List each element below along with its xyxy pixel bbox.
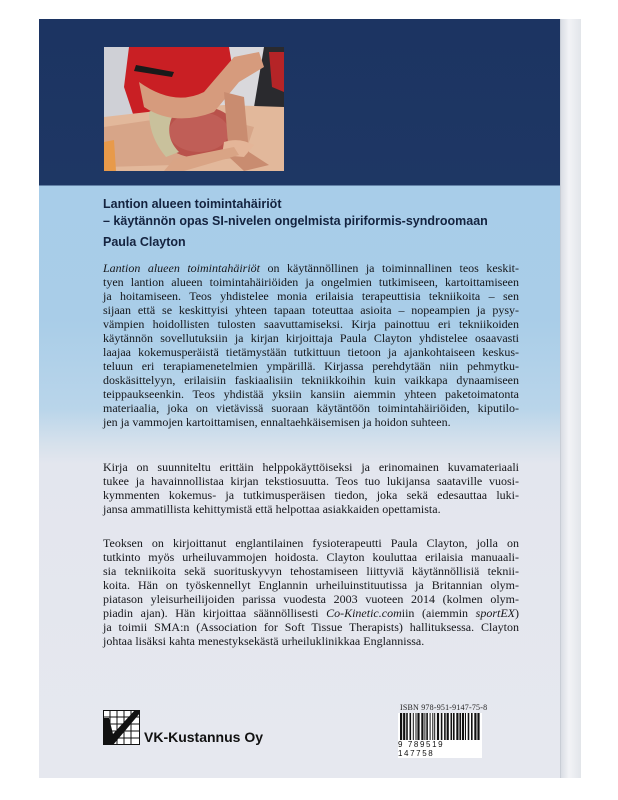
barcode-bar [459, 713, 461, 741]
book-author: Paula Clayton [103, 235, 186, 249]
text-segment: jen ja vammojen kartoittamisen, ennaltaehkäisemisen ja hoidon suhteen. [103, 415, 451, 429]
text-segment: piadin ajan). Hän kirjoittaa säännöllisesti [103, 606, 327, 620]
text-line [103, 606, 519, 620]
text-segment: tutkinto myös urheiluvammojen hoidosta. Clayton kouluttaa erilaisia manuaali- [103, 550, 519, 564]
text-line [103, 387, 519, 401]
barcode-bar [444, 713, 446, 741]
barcode-bar [465, 713, 466, 741]
barcode-bar [474, 713, 476, 741]
barcode-bar [430, 713, 431, 741]
barcode-bar [434, 713, 435, 741]
text-line [103, 488, 519, 502]
text-line [103, 620, 519, 634]
text-segment: sia tekniikoita sekä suorituskyvyn tehostamiseen liittyviä käytännöllisiä teknii- [103, 564, 519, 578]
text-segment: tyen lantion alueen toimintahäiriöiden ja ongelmien tutkimiseen, kartoittamiseen [103, 275, 519, 289]
text-line [103, 460, 519, 474]
text-line [103, 592, 519, 606]
book-title: Lantion alueen toimintahäiriöt [103, 197, 282, 211]
publisher-name: VK-Kustannus Oy [144, 729, 264, 745]
text-line [103, 536, 519, 550]
text-segment: Teoksen on kirjoittanut englantilainen fysioterapeutti Paula Clayton, jolla on [103, 536, 519, 550]
text-line [103, 275, 519, 289]
text-line [103, 474, 519, 488]
text-segment: käytännön sovellutuksiin ja kirjan kirjoittaja Paula Clayton yhdistelee osaavasti [103, 331, 519, 345]
text-segment: on käytännöllinen ja toiminnallinen teos keskit- [260, 261, 519, 275]
text-segment: tukee ja havainnollistaa kirjan tekstiosuutta. Teos tuo lukijansa saataville vuosi- [103, 474, 519, 488]
barcode-bar [400, 713, 402, 741]
barcode-bar [471, 713, 473, 741]
barcode-bar [462, 713, 464, 741]
description-paragraph-2 [103, 460, 519, 516]
isbn-label: ISBN 978-951-9147-75-8 [400, 703, 488, 712]
text-segment: kymmenten kokemus- ja tutkimusperäisen tiedon, joka sekä edesauttaa luki- [103, 488, 519, 502]
text-segment: jansa ammatillista kehittymistä että helpottaa asiakkaiden opettamista. [103, 502, 441, 516]
barcode-bar [453, 713, 455, 741]
barcode-bar [417, 713, 419, 741]
barcode-bar [403, 713, 405, 741]
text-segment: laajaa kokemusperäistä tietämystään tutkittuun tietoon ja ajankohtaiseen keskus- [103, 345, 519, 359]
barcode-bar [413, 713, 414, 741]
text-segment: Kirja on suunniteltu erittäin helppokäyttöiseksi ja erinomainen kuvamateriaali [103, 460, 519, 474]
text-line [103, 261, 519, 275]
barcode-bar [437, 713, 439, 741]
text-line [103, 415, 519, 429]
text-line [103, 345, 519, 359]
text-segment: ) [515, 606, 520, 620]
text-line [103, 317, 519, 331]
text-segment: johtaa lisäksi kahta menestyksekästä urheiluklinikkaa Englannissa. [103, 634, 425, 648]
text-line [103, 401, 519, 415]
text-segment: materiaalia, joka on vietävissä suoraan käytäntöön toimintahäiriöiden, kiputilo- [103, 401, 519, 415]
barcode-bar [451, 713, 453, 741]
italic-text: Lantion alueen toimintahäiriöt [103, 261, 261, 275]
text-line [103, 634, 519, 648]
text-line [103, 564, 519, 578]
barcode-bar [406, 713, 408, 741]
barcode-bar [426, 713, 428, 741]
text-segment: ja hoitamiseen. Teos yhdistelee monia erilaisia terapeuttisia tekniikoita – sen [103, 289, 519, 303]
text-line [103, 289, 519, 303]
spine-edge [560, 19, 581, 778]
text-segment: doskäsittelyyn, erilaisiin faskiaalisiin tekniikkoihin kuin vaikkapa dynaamiseen [103, 373, 519, 387]
barcode-number: 9 789519 147758 [398, 740, 482, 758]
text-line [103, 550, 519, 564]
book-subtitle: – käytännön opas SI-nivelen ongelmista piriformis-syndroomaan [103, 214, 488, 228]
barcode-bar [477, 713, 479, 741]
barcode-bar [432, 713, 433, 741]
text-line [103, 331, 519, 345]
barcode-bar [424, 713, 425, 741]
text-segment: koita. Hän on työskennellyt Englannin urheiluinstituutissa ja Britannian olym- [103, 578, 519, 592]
cover-photo-massage [104, 47, 284, 171]
text-line [103, 373, 519, 387]
barcode-bar [468, 713, 470, 741]
text-segment: teluun eri terapiamenetelmien ympärillä. Kirjassa perehdytään niin pehmytku- [103, 359, 519, 373]
text-segment: iin (aiemmin [401, 606, 476, 620]
text-segment: teippaukseenkin. Teos yhdistää yksiin kansiin aiemmin yhteen paketoimatonta [103, 387, 519, 401]
italic-text: sportEX [475, 606, 516, 620]
text-segment: vämpien hoidollisten tulosten saavuttamiseksi. Kirja painottuu eri tekniikoiden [103, 317, 519, 331]
text-line [103, 578, 519, 592]
barcode-bar [421, 713, 423, 741]
barcode-bar [456, 713, 458, 741]
barcode-bar [447, 713, 449, 741]
italic-text: Co-Kinetic.com [326, 606, 402, 620]
barcode-bar [441, 713, 443, 741]
author-bio-paragraph [103, 536, 519, 648]
publisher-logo-icon [103, 710, 140, 745]
barcode-bar [410, 713, 412, 741]
text-segment: piatason yleisurheilijoiden parissa vuodesta 2003 vuoteen 2014 (kolmen olym- [103, 592, 519, 606]
text-line [103, 303, 519, 317]
text-segment: sijaan että se keskittyisi yhteen tapaan toteuttaa asioita – nopeampien ja pysy- [103, 303, 519, 317]
text-line [103, 502, 519, 516]
text-segment: ja toimii SMA:n (Association for Soft Tissue Therapists) hallituksessa. Clayton [103, 620, 519, 634]
barcode-bar [416, 713, 417, 741]
text-line [103, 359, 519, 373]
description-paragraph-1 [103, 261, 519, 429]
